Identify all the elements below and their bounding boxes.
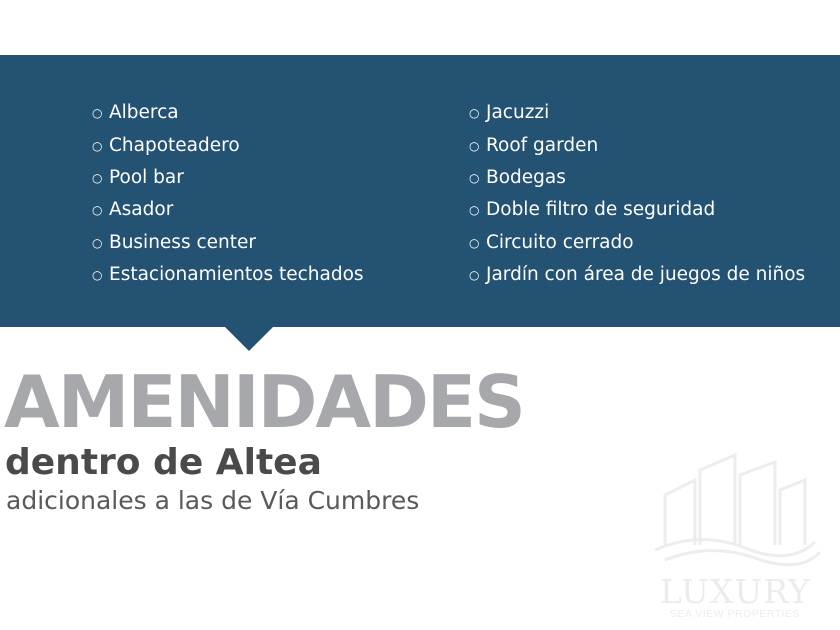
list-item: ○ Bodegas: [469, 162, 805, 194]
list-item: ○ Business center: [92, 227, 364, 259]
banner-pointer: [224, 326, 274, 351]
bullet-icon: ○: [92, 203, 103, 218]
list-item: ○ Jacuzzi: [469, 97, 805, 129]
list-item: ○ Jardín con área de juegos de niños: [469, 259, 805, 291]
subtitle: dentro de Altea: [5, 442, 322, 483]
brand-watermark: [640, 450, 830, 625]
bullet-icon: ○: [92, 106, 103, 121]
list-item: ○ Pool bar: [92, 162, 364, 194]
bullet-icon: ○: [92, 138, 103, 153]
building-logo-icon: [640, 450, 830, 570]
amenities-list-left: [92, 97, 364, 291]
bullet-icon: ○: [469, 106, 480, 121]
bullet-icon: ○: [469, 203, 480, 218]
list-item: ○ Asador: [92, 194, 364, 226]
list-item: ○ Chapoteadero: [92, 129, 364, 161]
bullet-icon: ○: [469, 268, 480, 283]
tagline: adicionales a las de Vía Cumbres: [6, 486, 420, 515]
list-item: ○ Alberca: [92, 97, 364, 129]
list-item: ○ Circuito cerrado: [469, 227, 805, 259]
bullet-icon: ○: [469, 235, 480, 250]
amenities-list-right: [469, 97, 805, 291]
bullet-icon: ○: [92, 170, 103, 185]
bullet-icon: ○: [469, 170, 480, 185]
bullet-icon: ○: [92, 268, 103, 283]
list-item: ○ Doble filtro de seguridad: [469, 194, 805, 226]
bullet-icon: ○: [92, 235, 103, 250]
bullet-icon: ○: [469, 138, 480, 153]
page-title: AMENIDADES: [4, 360, 524, 444]
list-item: ○ Roof garden: [469, 129, 805, 161]
list-item: ○ Estacionamientos techados: [92, 259, 364, 291]
watermark-tagline: SEA VIEW PROPERTIES: [669, 608, 801, 620]
watermark-brand: LUXURY: [660, 572, 811, 611]
